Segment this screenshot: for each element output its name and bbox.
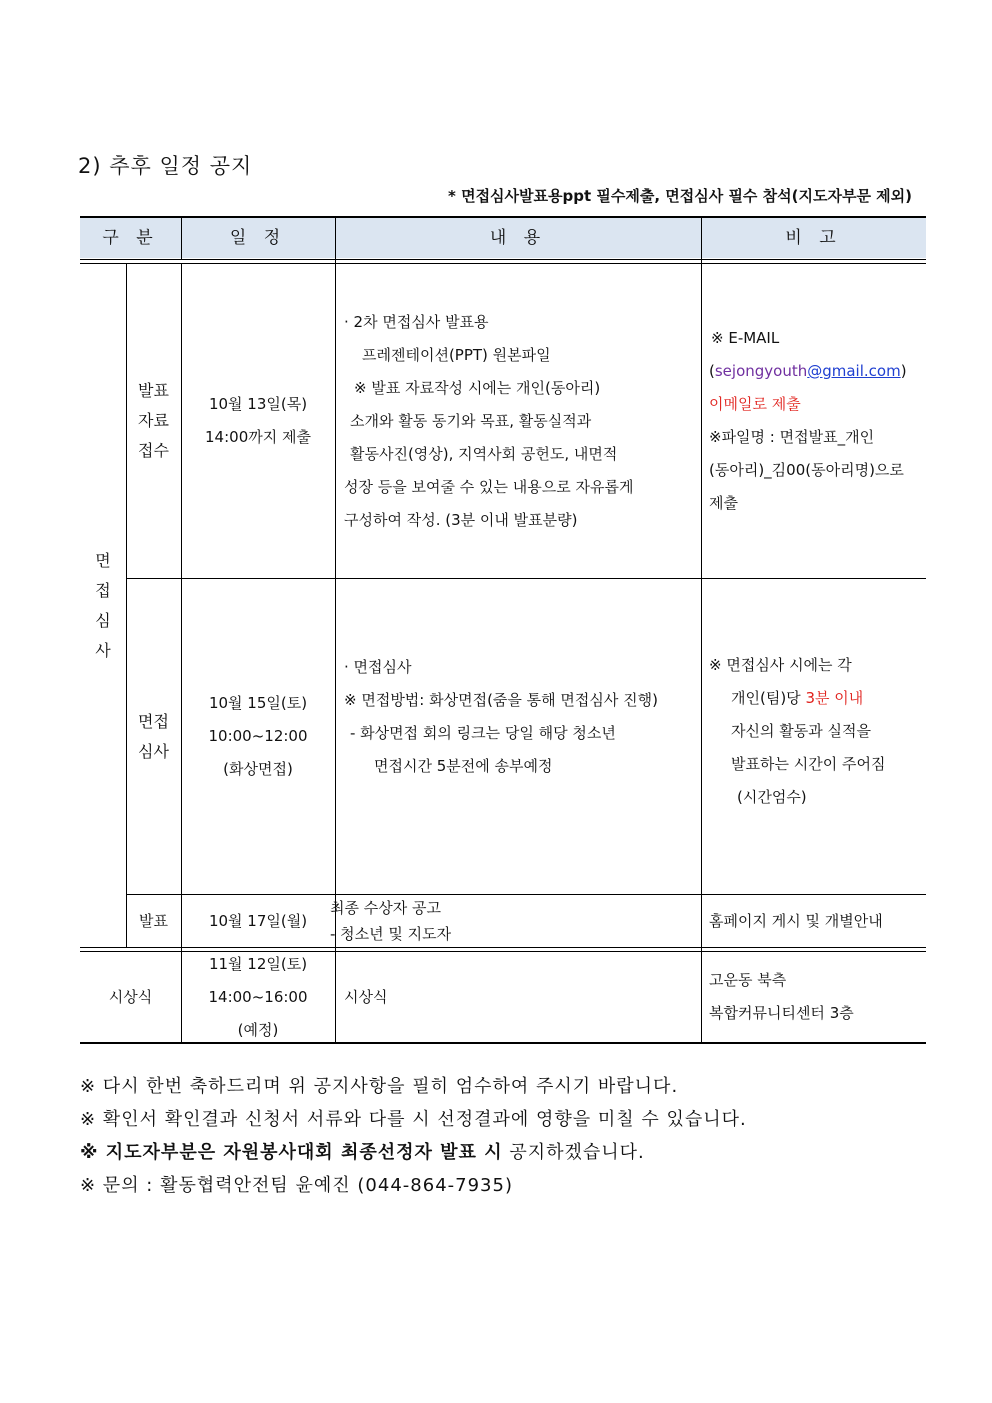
schedule-line: 10월 13일(목) [208, 395, 308, 413]
content-line: ※ 발표 자료작성 시에는 개인(동아리) [354, 378, 601, 397]
remark-interview [709, 579, 924, 894]
content-line: 면접시간 5분전에 송부예정 [374, 756, 553, 775]
remark-email-label: ※ E-MAIL [711, 329, 780, 347]
paren: ( [709, 362, 715, 380]
group-label-interview [80, 264, 126, 948]
group-char: 면 [95, 551, 111, 570]
schedule-line: 14:00까지 제출 [205, 428, 311, 446]
notice-note: * 면접심사발표용ppt 필수제출, 면접심사 필수 참석(지도자부문 제외) [448, 187, 912, 205]
schedule-announce: 10월 17일(월) [208, 911, 308, 930]
email-domain-link[interactable]: @gmail.com [807, 362, 901, 380]
row-label-ceremony: 시상식 [108, 987, 153, 1006]
content-line: · 면접심사 [344, 657, 412, 676]
remark-line: 발표하는 시간이 주어짐 [731, 755, 886, 773]
section-title: 2) 추후 일정 공지 [78, 154, 253, 178]
schedule-submit [181, 264, 335, 578]
remark-line: 자신의 활동과 실적을 [731, 722, 871, 740]
remark-file-line: ※파일명 : 면접발표_개인 [709, 428, 875, 446]
content-line: ※ 면접방법: 화상면접(줌을 통해 면접심사 진행) [344, 690, 658, 709]
row-label-submit [126, 264, 181, 578]
rule-header-1 [80, 259, 926, 260]
footer-notes [80, 1070, 747, 1202]
schedule-line: 10월 15일(토) [208, 694, 308, 712]
content-line: - 화상면접 회의 링크는 당일 해당 청소년 [350, 723, 616, 742]
row-label-part: 자료 [138, 411, 169, 430]
remark-line: 복합커뮤니티센터 3층 [709, 1004, 854, 1022]
remark-line: (시간엄수) [737, 788, 807, 806]
content-interview [344, 579, 698, 894]
content-line: 최종 수상자 공고 [330, 899, 441, 917]
footer-bold-text: ※ 지도자부분은 자원봉사대회 최종선정자 발표 시 [80, 1142, 503, 1163]
remark-file-line: 제출 [709, 494, 738, 512]
schedule-line: 14:00~16:00 [208, 987, 308, 1006]
group-char: 접 [95, 581, 111, 600]
content-line: · 2차 면접심사 발표용 [344, 312, 489, 331]
row-label-part: 접수 [138, 441, 169, 460]
header-content: 내 용 [489, 228, 547, 248]
schedule-table [80, 216, 926, 1044]
footer-text: 공지하겠습니다. [502, 1142, 645, 1163]
schedule-line: 10:00~12:00 [208, 727, 308, 745]
content-announce [330, 895, 696, 947]
remark-submit [709, 264, 924, 578]
vline-3 [701, 216, 702, 1044]
header-schedule: 일 정 [229, 228, 287, 248]
footer-line-1: ※ 다시 한번 축하드리며 위 공지사항을 필히 엄수하여 주시기 바랍니다. [80, 1076, 679, 1097]
header-category: 구 분 [102, 228, 159, 248]
group-char: 사 [95, 641, 111, 660]
remark-line: 고운동 북측 [709, 971, 787, 989]
content-ceremony: 시상식 [344, 987, 388, 1006]
remark-ceremony [709, 952, 924, 1042]
footer-line-3 [80, 1136, 747, 1169]
remark-announce: 홈페이지 게시 및 개별안내 [709, 911, 883, 930]
schedule-line: 11월 12일(토) [208, 954, 308, 973]
schedule-ceremony [181, 952, 335, 1042]
remark-email-note: 이메일로 제출 [709, 395, 801, 413]
row-label-part: 심사 [138, 741, 169, 761]
remark-line [709, 682, 863, 715]
paren: ) [900, 362, 907, 380]
content-line: 소개와 활동 동기와 목표, 활동실적과 [350, 411, 592, 430]
row-label-part: 발표 [138, 381, 169, 400]
content-submit [344, 264, 698, 578]
footer-line-4: ※ 문의 : 활동협력안전팀 윤예진 (044-864-7935) [80, 1175, 513, 1196]
schedule-interview [181, 579, 335, 894]
remark-highlight: 3분 이내 [805, 689, 864, 707]
schedule-line: (화상면접) [223, 760, 293, 778]
row-label-announce: 발표 [139, 911, 168, 930]
remark-email-address [709, 355, 907, 388]
content-line: 구성하여 작성. (3분 이내 발표분량) [344, 510, 578, 529]
group-char: 심 [95, 611, 111, 630]
email-user: sejongyouth [714, 362, 808, 380]
content-line: 프레젠테이션(PPT) 원본파일 [362, 345, 551, 364]
remark-file-line: (동아리)_김00(동아리명)으로 [709, 461, 904, 479]
remark-line: ※ 면접심사 시에는 각 [709, 656, 852, 674]
row-label-part: 면접 [138, 711, 169, 731]
content-line: - 청소년 및 지도자 [330, 925, 452, 943]
rule-bottom [80, 1042, 926, 1044]
content-line: 성장 등을 보여줄 수 있는 내용으로 자유롭게 [344, 477, 634, 496]
footer-line-2: ※ 확인서 확인결과 신청서 서류와 다를 시 선정결과에 영향을 미칠 수 있습니다. [80, 1109, 747, 1130]
schedule-line: (예정) [237, 1020, 279, 1039]
header-remark: 비 고 [785, 228, 842, 248]
content-line: 활동사진(영상), 지역사회 공헌도, 내면적 [350, 444, 618, 463]
remark-text: 개인(팀)당 [731, 689, 806, 707]
row-label-interview [126, 579, 181, 894]
rule-group-1 [80, 947, 926, 948]
